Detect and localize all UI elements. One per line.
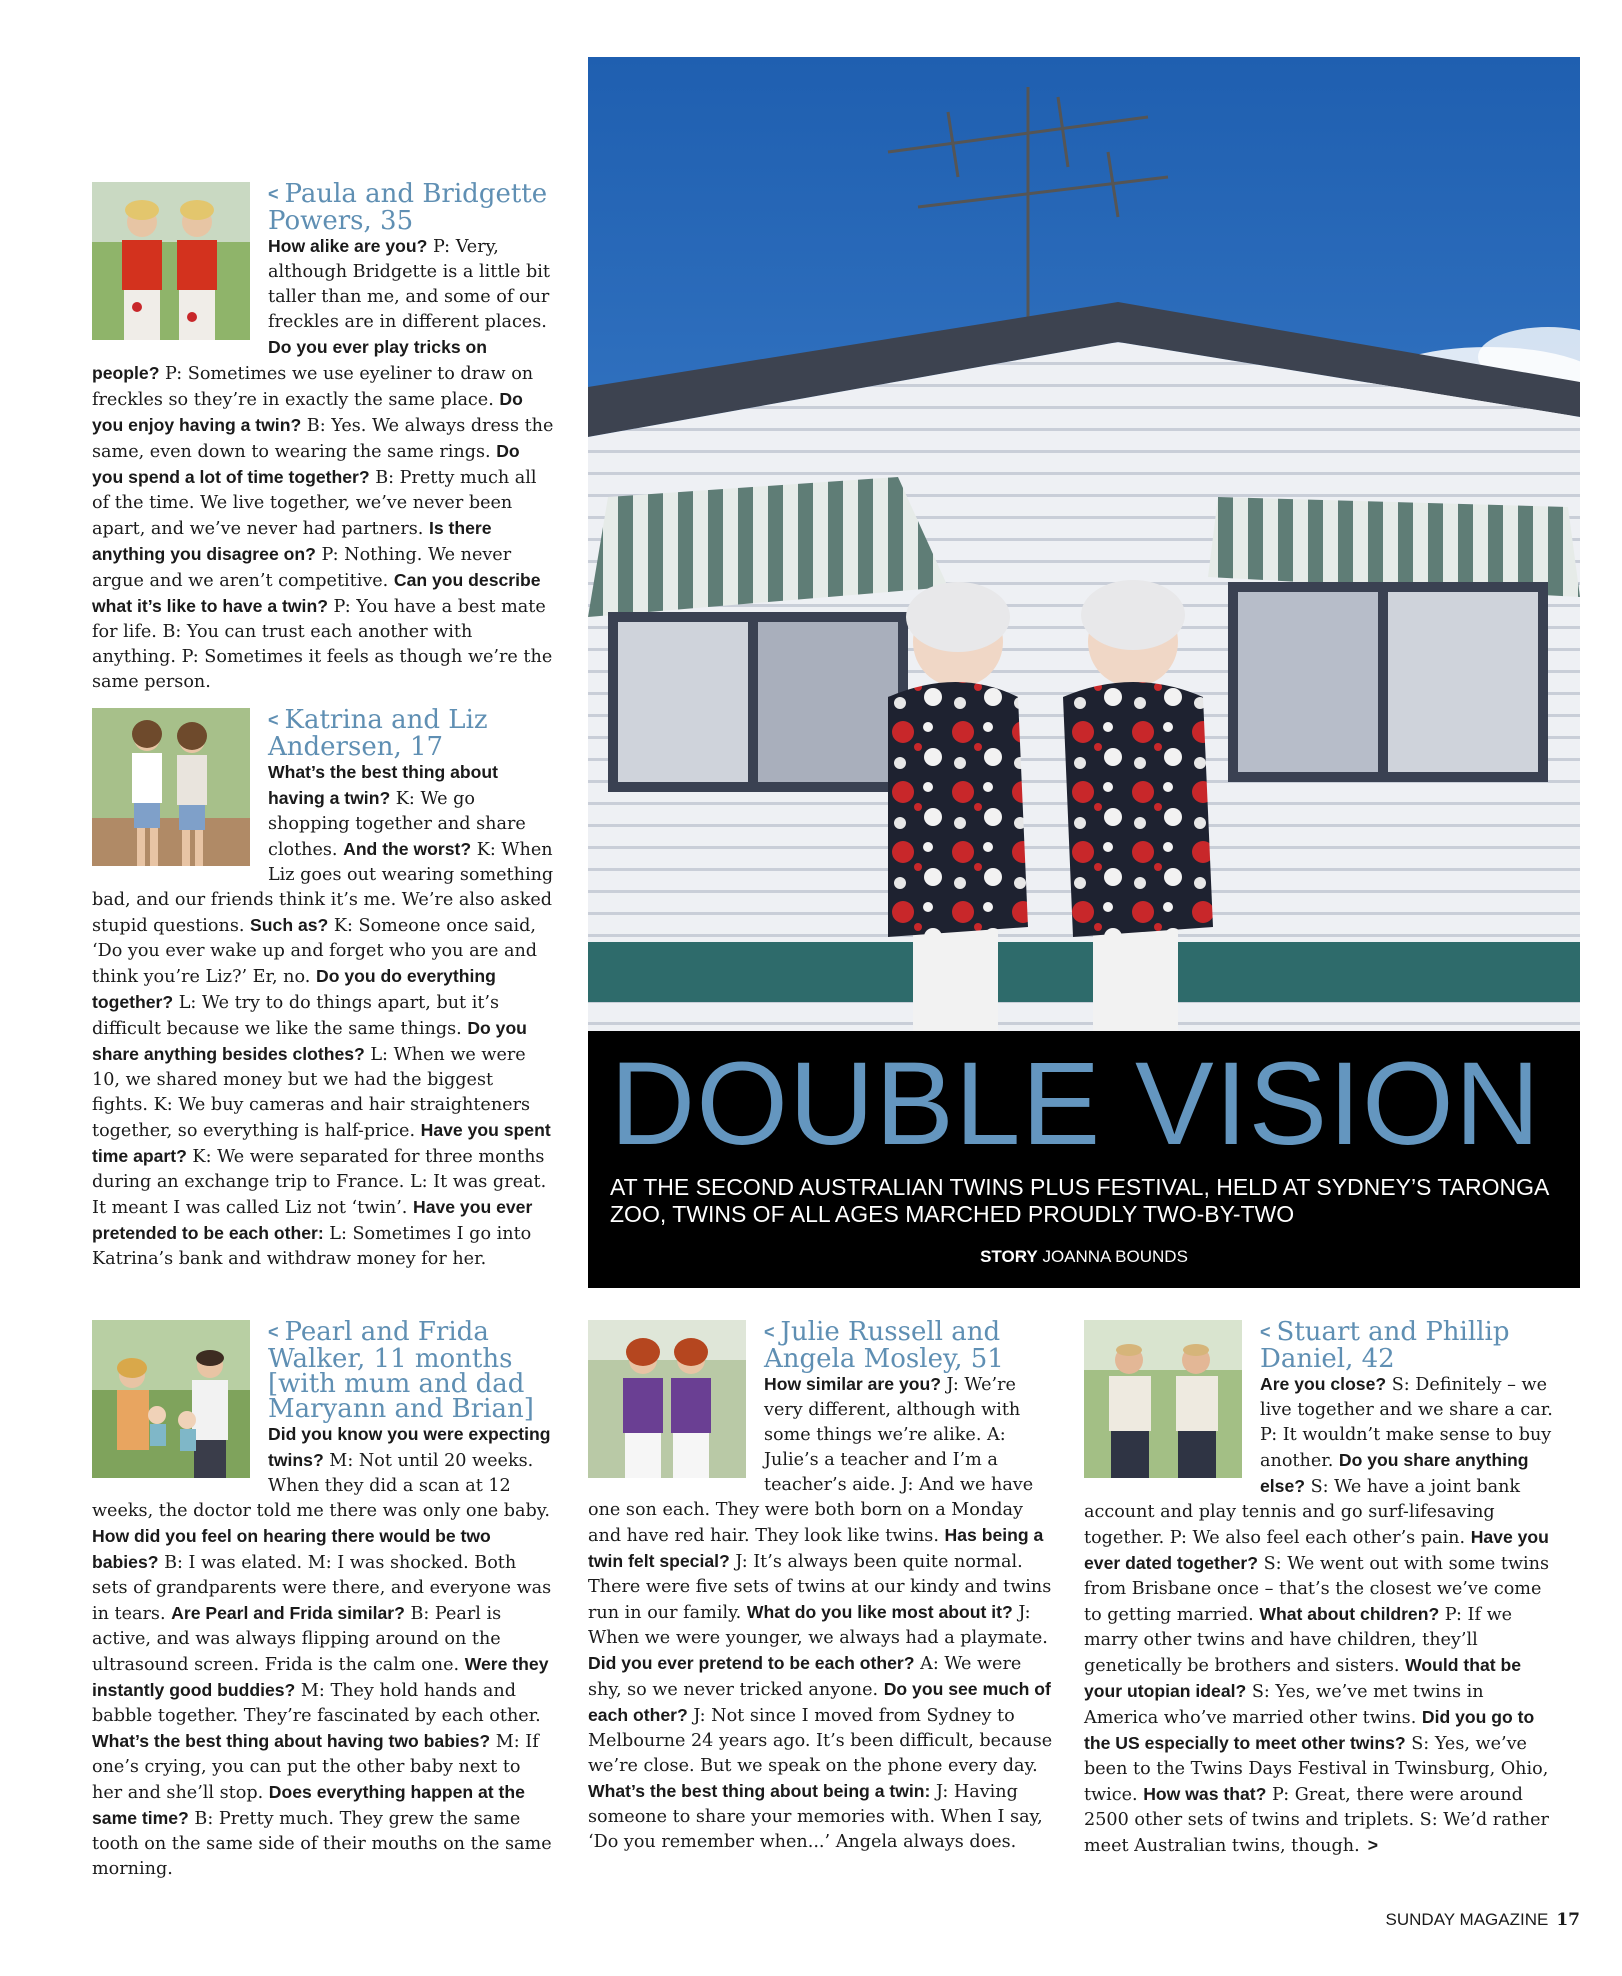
twins-photo	[92, 708, 250, 866]
page-number: 17	[1556, 1910, 1580, 1930]
profile-paula-bridgette	[92, 179, 554, 695]
profile-pearl-frida	[92, 1317, 554, 1882]
profile-name: < Paula and Bridgette Powers, 35	[268, 179, 548, 236]
profile-stuart-phillip	[1084, 1317, 1556, 1859]
publication-name: SUNDAY MAGAZINE	[1385, 1910, 1549, 1929]
profile-text: What’s the best thing about having a twin? K: We go shopping together and share clothes. And the worst? K: When Liz goes out wearing something bad, and our friends think it’s me. We’re also asked stupid questions. Such as? K: Someone once said, ‘Do you ever wake up and forget who you are and think you’re Liz?’ Er, no. Do you do everything together? L: We try to do things apart, but it’s difficult because we like the same things. Do you share anything besides clothes? L: When we were 10, we shared money but we had the biggest fights. K: We buy cameras and hair straighteners together, so everything is half-price. Have you spent time apart? K: We were separated for three months during an exchange trip to France. L: It was great. It meant I was called Liz not ‘twin’. Have you ever pretended to be each other: L: Sometimes I go into Katrina’s bank and withdraw money for her.	[92, 762, 554, 1269]
page-footer	[1386, 1910, 1580, 1930]
twins-photo	[588, 1320, 746, 1478]
profile-name: < Julie Russell and Angela Mosley, 51	[764, 1317, 1004, 1374]
byline-name: JOANNA BOUNDS	[1042, 1247, 1188, 1266]
profile-name: < Pearl and Frida Walker, 11 months [with mum and dad Maryann and Brian]	[268, 1317, 534, 1424]
profile-text: How alike are you? P: Very, although Bridgette is a little bit taller than me, and some of our freckles are in different places. Do you ever play tricks on people? P: Sometimes we use eyeliner to draw on freckles so they’re in exactly the same place. Do you enjoy having a twin? B: Yes. We always dress the same, even down to wearing the same rings. Do you spend a lot of time together? B: Pretty much all of the time. We live together, we’ve never been apart, and we’ve never had partners. Is there anything you disagree on? P: Nothing. We never argue and we aren’t competitive. Can you describe what it’s like to have a twin? P: You have a best mate for life. B: You can trust each another with anything. P: Sometimes it feels as though we’re the same person.	[92, 236, 554, 692]
headline-banner	[588, 1031, 1580, 1288]
profile-katrina-liz	[92, 705, 554, 1272]
standfirst: AT THE SECOND AUSTRALIAN TWINS PLUS FESTIVAL, HELD AT SYDNEY’S TARONGA ZOO, TWINS OF ALL AGES MARCHED PROUDLY TWO-BY-TWO	[610, 1174, 1549, 1227]
profile-text: Are you close? S: Definitely – we live together and we share a car. P: It wouldn’t make sense to buy another. Do you share anything else? S: We have a joint bank account and play tennis and go surf-lifesaving together. P: We also feel each other’s pain. Have you ever dated together? S: We went out with some twins from Brisbane once – that’s the closest we’ve come to getting married. What about children? P: If we marry other twins and have children, they’ll genetically be brothers and sisters. Would that be your utopian ideal? S: Yes, we’ve met twins in America who’ve married other twins. Did you go to the US especially to meet other twins? S: Yes, we’ve been to the Twins Days Festival in Twinsburg, Ohio, twice. How was that? P: Great, there were around 2500 other sets of twins and triplets. S: We’d rather meet Australian twins, though. >	[1084, 1374, 1553, 1856]
twins-photo	[92, 182, 250, 340]
twins-photo	[1084, 1320, 1242, 1478]
profile-text: Did you know you were expecting twins? M: Not until 20 weeks. When they did a scan at 12 weeks, the doctor told me there was only one baby. How did you feel on hearing there would be two babies? B: I was elated. M: I was shocked. Both sets of grandparents were there, and everyone was in tears. Are Pearl and Frida similar? B: Pearl is active, and was always flipping around on the ultrasound screen. Frida is the calm one. Were they instantly good buddies? M: They hold hands and babble together. They’re fascinated by each other. What’s the best thing about having two babies? M: If one’s crying, you can put the other baby next to her and she’ll stop. Does everything happen at the same time? B: Pretty much. They grew the same tooth on the same side of their mouths on the same morning.	[92, 1424, 552, 1879]
byline	[588, 1247, 1580, 1267]
profile-name: < Katrina and Liz Andersen, 17	[268, 705, 488, 762]
hero-photo	[588, 57, 1580, 1031]
profile-julie-angela	[588, 1317, 1056, 1855]
profile-text: How similar are you? J: We’re very different, although with some things we’re alike. A: Julie’s a teacher and I’m a teacher’s aide. J: And we have one son each. They were both born on a Monday and have red hair. They look like twins. Has being a twin felt special? J: It’s always been quite normal. There were five sets of twins at our kindy and twins run in our family. What do you like most about it? J: When we were younger, we always had a playmate. Did you ever pretend to be each other? A: We were shy, so we never tricked anyone. Do you see much of each other? J: Not since I moved from Sydney to Melbourne 24 years ago. It’s been difficult, because we’re close. But we speak on the phone every day. What’s the best thing about being a twin: J: Having someone to share your memories with. When I say, ‘Do you remember when...’ Angela always does.	[588, 1374, 1053, 1852]
headline: DOUBLE VISION	[610, 1038, 1542, 1170]
profile-name: < Stuart and Phillip Daniel, 42	[1260, 1317, 1510, 1374]
continue-arrow-icon: >	[1367, 1835, 1378, 1855]
byline-label: STORY	[980, 1247, 1038, 1266]
family-photo	[92, 1320, 250, 1478]
